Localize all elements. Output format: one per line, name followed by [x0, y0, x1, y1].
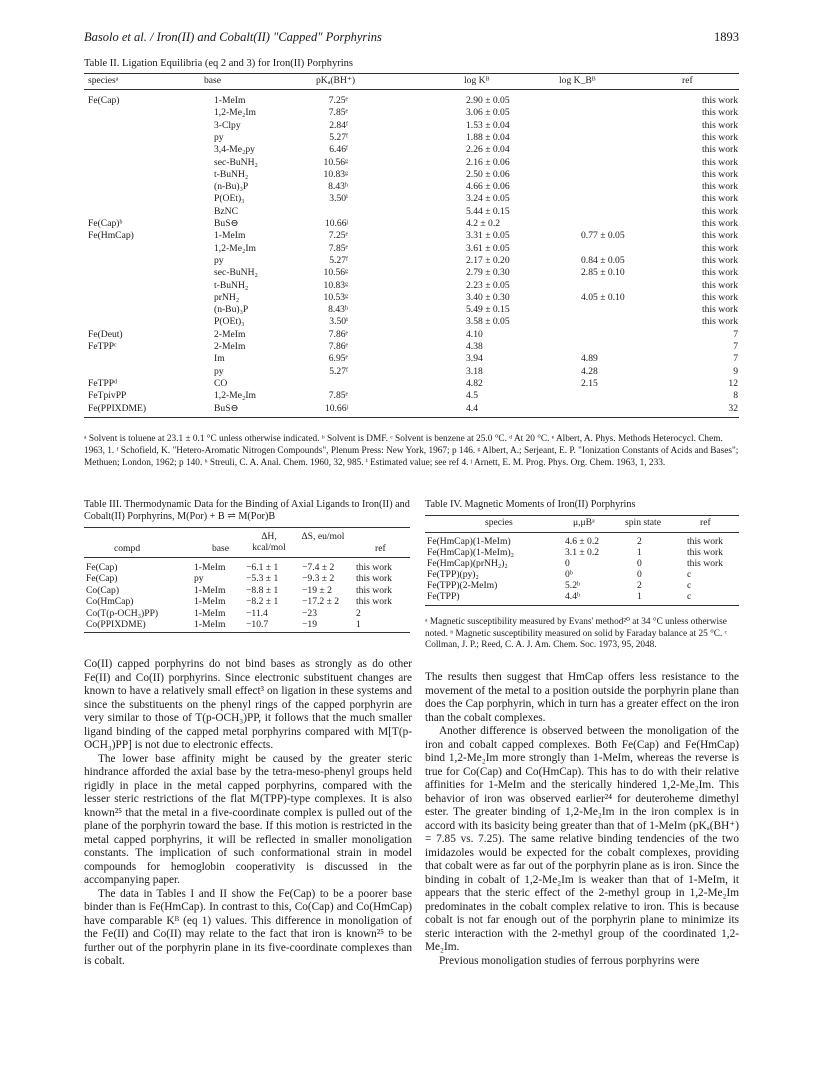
table-cell: 6.46ᶠ — [329, 144, 348, 156]
table-cell: 2 — [637, 536, 642, 547]
page-header — [84, 30, 739, 48]
table3 — [84, 527, 410, 645]
table-cell: BuS⊖ — [214, 402, 239, 414]
table-cell: BzNC — [214, 205, 238, 217]
table-cell: 3.94 — [466, 353, 483, 365]
table-cell: 0 — [565, 558, 570, 569]
table-cell: 1-MeIm — [214, 95, 246, 106]
table-cell: 7.85ᵉ — [328, 242, 348, 254]
table-cell: this work — [356, 596, 392, 608]
table-cell: −10.7 — [246, 619, 269, 630]
table-cell: 3.50ⁱ — [329, 316, 348, 328]
column-header: ref — [375, 543, 386, 554]
paragraph: The data in Tables I and II show the Fe(Cap) to be a poorer base binder than is Fe(HmCap). In contrast to this, Co(Cap) and Co(HmCap) have comparable Kᴮ (eq 1) values. This difference in monoligation of the Fe(II) and Co(II) may relate to the fact that iron is known²⁵ to be further out of the porphyrin plane in its five-coordinate complexes than is cobalt. — [84, 887, 412, 967]
table2-footnote: ᵃ Solvent is toluene at 23.1 ± 0.1 °C unless otherwise indicated. ᵇ Solvent is DMF. ᶜ Solvent is benzene at 25.0 °C. ᵈ At 20 °C. ᵉ Albert, A. Phys. Methods Heterocycl. Chem. 1963, 1. ᶠ Schofield, K. "Hetero-Aromatic Nitrogen Compounds", Plenum Press: New York, 1967; p 146. ᵍ Albert, A.; Serjeant, E. P. "Ionization Constants of Acids and Bases"; Methuen; London, 1962; p 140. ʰ Streuli, C. A. Anal. Chem. 1960, 32, 985. ⁱ Estimated value; see ref 4. ʲ Arnett, E. M. Prog. Phys. Org. Chem. 1963, 1, 233. — [84, 434, 739, 469]
table-cell: 5.27ᶠ — [329, 254, 348, 266]
column-header: base — [212, 543, 230, 554]
table-cell: P(OEt)₃ — [214, 316, 245, 328]
table-cell: 4.5 — [466, 390, 478, 402]
table-cell: 3.58 ± 0.05 — [466, 316, 510, 328]
table4-footnote: ᵃ Magnetic susceptibility measured by Evans' method²⁰ at 34 °C unless otherwise noted. ᵇ Magnetic susceptibility measured on solid by Faraday balance at 25 °C. ᶜ Collman, J. P.; Reed, C. A. J. Am. Chem. Soc. 1973, 95, 2048. — [425, 617, 728, 651]
table-cell: 2.23 ± 0.05 — [466, 279, 510, 291]
table-cell: 1 — [637, 547, 642, 558]
paragraph: The lower base affinity might be caused by the greater steric hindrance afforded the axial base by the tetra-meso-phenyl groups held rigidly in place in the metal capped porphyrins, compared with the lesser steric restrictions of the flat M(TPP)-type complexes. It is also known²⁵ that the metal in a five-coordinate complex is pulled out of the plane of the porphyrin toward the base. If this motion is restricted in the metal capped porphyrins, it will be reflected in smaller monoligation constants. The implication of such conformational strain in model compounds for hemoglobin cooperativity is discussed in the accompanying paper. — [84, 752, 412, 886]
paragraph: Co(II) capped porphyrins do not bind bases as strongly as do other Fe(II) and Co(II) porphyrins. Since electronic substituent changes are known to have a relatively small effect³ on ligation in these systems and since the substituents on the phenyl rings of the capped porphyrin are very similar to those of T(p-OCH₃)PP, it follows that the much smaller ligand binding of the capped metal porphyrins compared with M[T(p-OCH₃)PP] is not due to electronic effects. — [84, 658, 412, 751]
table-cell: this work — [702, 168, 738, 180]
column-header: pKₐ(BH⁺) — [316, 75, 356, 86]
table-cell: 3.31 ± 0.05 — [466, 230, 510, 242]
table-cell: 5.27ᶠ — [329, 365, 348, 377]
table-cell: 3.40 ± 0.30 — [466, 291, 510, 303]
table-cell: 2.50 ± 0.06 — [466, 168, 510, 180]
table3-caption: Table III. Thermodynamic Data for the Binding of Axial Ligands to Iron(II) and Cobalt(II) Porphyrins, M(Por) + B ⇌ M(Por)B — [84, 499, 410, 522]
table-cell: Fe(PPIXDME) — [88, 402, 147, 414]
table-cell: 7 — [733, 353, 738, 365]
table-cell: Co(Cap) — [86, 584, 120, 596]
column-header: log Kᴮ — [464, 75, 490, 86]
table-cell: 10.66ʲ — [324, 402, 348, 414]
table-cell: 2-MeIm — [214, 341, 246, 352]
table-cell: Fe(TPP) — [427, 591, 460, 602]
table-cell: 4.2 ± 0.2 — [466, 218, 501, 229]
table-cell: 8 — [733, 390, 738, 402]
table-cell: this work — [702, 144, 738, 156]
table-cell: py — [214, 254, 224, 266]
table-cell: Fe(HmCap) — [88, 230, 134, 242]
table-cell: 10.56ᵍ — [323, 156, 348, 168]
table-cell: 1-MeIm — [214, 230, 246, 242]
table-cell: 0.84 ± 0.05 — [581, 254, 625, 266]
table-cell: 3.1 ± 0.2 — [565, 547, 600, 558]
table-cell: 4.10 — [466, 328, 483, 340]
table-cell: 10.83ᵍ — [323, 168, 348, 180]
table-cell: this work — [702, 316, 738, 328]
paragraph: Previous monoligation studies of ferrous porphyrins were — [439, 954, 700, 967]
table-rule — [84, 557, 410, 558]
table-rule — [425, 515, 739, 516]
table-cell: 10.66ʲ — [324, 218, 348, 229]
table-cell: this work — [702, 242, 738, 254]
table-cell: this work — [702, 205, 738, 217]
table-cell: t-BuNH₂ — [214, 168, 249, 180]
table-rule — [84, 73, 739, 74]
table-rule — [84, 89, 739, 90]
column-header: species — [485, 517, 513, 528]
table-cell: 1 — [356, 619, 361, 630]
table-rule — [84, 527, 410, 528]
table-cell: this work — [687, 558, 723, 569]
table-cell: Fe(HmCap)(1-MeIm) — [427, 536, 511, 547]
column-header: speciesᵃ — [88, 75, 119, 86]
table-cell: 32 — [728, 402, 738, 414]
table-cell: −7.4 ± 2 — [302, 562, 335, 573]
table-cell: 7.86ᵉ — [328, 341, 348, 352]
table-cell: this work — [702, 107, 738, 119]
table-cell: FeTPPᵈ — [88, 377, 118, 389]
table-cell: this work — [702, 279, 738, 291]
table-cell: this work — [687, 547, 723, 558]
table-cell: 1-MeIm — [194, 607, 226, 619]
table-cell: 4.28 — [581, 365, 598, 377]
table-cell: 1,2-Me₂Im — [214, 107, 256, 119]
table-cell: py — [194, 573, 204, 585]
table-cell: 1.88 ± 0.04 — [466, 131, 510, 143]
column-header: μ,μBᵃ — [573, 517, 595, 528]
table-cell: 2 — [637, 580, 642, 591]
table-cell: 1-MeIm — [194, 596, 226, 608]
table-cell: 2.84ᶠ — [329, 119, 348, 131]
table-cell: 5.2ᵇ — [565, 580, 580, 591]
table-cell: −19 — [302, 619, 318, 630]
table-cell: Co(T(p-OCH₃)PP) — [86, 607, 159, 619]
table-cell: 1-MeIm — [194, 584, 226, 596]
table-cell: 3.24 ± 0.05 — [466, 193, 510, 205]
table-cell: 4.89 — [581, 353, 598, 365]
table-cell: 4.66 ± 0.06 — [466, 181, 510, 193]
table-cell: BuS⊖ — [214, 218, 239, 229]
table-cell: −8.8 ± 1 — [246, 584, 279, 596]
table-cell: 7 — [733, 328, 738, 340]
table-cell: 3.06 ± 0.05 — [466, 107, 510, 119]
table-cell: 7.25ᵉ — [328, 95, 348, 106]
table-cell: 7.86ᵉ — [328, 328, 348, 340]
table-cell: this work — [702, 193, 738, 205]
table-cell: 5.27ᶠ — [329, 131, 348, 143]
table-cell: 0 — [637, 558, 642, 569]
table-cell: 4.6 ± 0.2 — [565, 536, 600, 547]
table-cell: this work — [687, 536, 723, 547]
table-cell: 2 — [356, 607, 361, 619]
table-cell: 4.4 — [466, 402, 478, 414]
table-rule — [425, 605, 739, 606]
table-cell: Fe(Deut) — [88, 328, 123, 340]
table-cell: this work — [702, 304, 738, 316]
table-cell: −6.1 ± 1 — [246, 562, 279, 573]
table-cell: 1-MeIm — [194, 619, 226, 630]
column-header: spin state — [625, 517, 661, 528]
table-cell: 4.38 — [466, 341, 483, 352]
table-cell: 4.05 ± 0.10 — [581, 291, 625, 303]
table-cell: Fe(Cap) — [86, 562, 118, 573]
table-cell: 8.43ʰ — [328, 304, 348, 316]
table-cell: 7.85ᵉ — [328, 107, 348, 119]
table-cell: this work — [702, 267, 738, 279]
column-header: ref — [682, 75, 693, 86]
table-cell: 2.16 ± 0.06 — [466, 156, 510, 168]
table-cell: this work — [702, 119, 738, 131]
body-right-column — [425, 671, 739, 968]
table-cell: 7 — [733, 341, 738, 352]
table-cell: 2.26 ± 0.04 — [466, 144, 510, 156]
table-cell: Fe(HmCap)(prNH₂)₂ — [427, 558, 508, 569]
table-cell: this work — [702, 291, 738, 303]
table-cell: this work — [702, 181, 738, 193]
table-cell: Im — [214, 353, 225, 365]
table-cell: 3.50ⁱ — [329, 193, 348, 205]
paragraph: The results then suggest that HmCap offers less resistance to the movement of the metal to a position outside the porphyrin plane than does the Cap porphyrin, which in turn has a greater effect on the iron than the cobalt complexes. — [425, 671, 739, 724]
table4 — [425, 515, 739, 625]
table-cell: 2.79 ± 0.30 — [466, 267, 510, 279]
table-rule — [84, 417, 739, 418]
table-cell: −17.2 ± 2 — [302, 596, 340, 608]
table-cell: Fe(TPP)(2-MeIm) — [427, 580, 498, 591]
table-cell: Fe(Cap) — [88, 95, 120, 106]
column-header: ΔH, kcal/mol — [252, 531, 286, 554]
column-header: ΔS, eu/mol — [301, 531, 345, 542]
table-cell: c — [687, 580, 692, 591]
table-cell: 7.85ᵉ — [328, 390, 348, 402]
table-cell: FeTpivPP — [88, 390, 127, 402]
table-cell: 1-MeIm — [194, 562, 226, 573]
table-cell: Fe(TPP)(py)₂ — [427, 569, 479, 580]
table-cell: 2.85 ± 0.10 — [581, 267, 625, 279]
table-cell: c — [687, 591, 692, 602]
table-cell: −19 ± 2 — [302, 584, 332, 596]
column-header: base — [204, 75, 222, 86]
table-cell: 0 — [637, 569, 642, 580]
table-cell: 2-MeIm — [214, 328, 246, 340]
table-cell: 3.61 ± 0.05 — [466, 242, 510, 254]
table-cell: 1,2-Me₂Im — [214, 242, 256, 254]
table-cell: 12 — [728, 377, 738, 389]
table-cell: this work — [702, 95, 738, 106]
table-cell: Co(PPIXDME) — [86, 619, 146, 630]
table-cell: 5.44 ± 0.15 — [466, 205, 510, 217]
table2-caption: Table II. Ligation Equilibria (eq 2 and 3) for Iron(II) Porphyrins — [84, 58, 353, 69]
table-cell: 10.53ᵍ — [323, 291, 348, 303]
table-cell: this work — [702, 230, 738, 242]
table-cell: 4.4ᵇ — [565, 591, 580, 602]
table-cell: this work — [356, 562, 392, 573]
table-cell: sec-BuNH₂ — [214, 267, 258, 279]
table-cell: CO — [214, 377, 228, 389]
table-cell: 7.25ᵉ — [328, 230, 348, 242]
table-cell: Fe(HmCap)(1-MeIm)₂ — [427, 547, 514, 558]
table-cell: this work — [356, 584, 392, 596]
table-cell: this work — [702, 254, 738, 266]
table-cell: 3.18 — [466, 365, 483, 377]
table-cell: 10.56ᵍ — [323, 267, 348, 279]
table-cell: 0ᵇ — [565, 569, 573, 580]
table-cell: 4.82 — [466, 377, 483, 389]
table2 — [84, 73, 739, 428]
table-cell: c — [687, 569, 692, 580]
table-cell: 2.90 ± 0.05 — [466, 95, 510, 106]
column-header: log K_Bᴮ — [559, 75, 596, 86]
table-cell: prNH₂ — [214, 291, 240, 303]
page-number: 1893 — [714, 30, 739, 44]
table-cell: 2.17 ± 0.20 — [466, 254, 510, 266]
table-cell: −5.3 ± 1 — [246, 573, 279, 585]
table-cell: FeTPPᶜ — [88, 341, 117, 352]
table-cell: Fe(Cap) — [86, 573, 118, 585]
table-cell: −23 — [302, 607, 318, 619]
table-cell: t-BuNH₂ — [214, 279, 249, 291]
table-cell: P(OEt)₃ — [214, 193, 245, 205]
table-cell: Fe(Cap)ᵇ — [88, 218, 123, 229]
table-cell: this work — [702, 218, 738, 229]
table-cell: (n-Bu)₃P — [214, 304, 249, 316]
table-cell: 1 — [637, 591, 642, 602]
column-header: ref — [700, 517, 711, 528]
body-left-column — [84, 658, 412, 969]
table-cell: this work — [356, 573, 392, 585]
table-cell: this work — [702, 156, 738, 168]
table-cell: 10.83ᵍ — [323, 279, 348, 291]
table-cell: (n-Bu)₃P — [214, 181, 249, 193]
table-cell: 3-Clpy — [214, 119, 241, 131]
table-cell: 2.15 — [581, 377, 598, 389]
table-cell: this work — [702, 131, 738, 143]
table-cell: py — [214, 365, 224, 377]
table-cell: 6.95ᵉ — [328, 353, 348, 365]
table-cell: 3,4-Me₂py — [214, 144, 255, 156]
table-cell: 9 — [733, 365, 738, 377]
table-cell: 8.43ʰ — [328, 181, 348, 193]
table-cell: −11.4 — [246, 607, 268, 619]
running-title: Basolo et al. / Iron(II) and Cobalt(II) "Capped" Porphyrins — [84, 30, 382, 44]
table-cell: 5.49 ± 0.15 — [466, 304, 510, 316]
table-rule — [425, 532, 739, 533]
table-cell: py — [214, 131, 224, 143]
table-cell: −8.2 ± 1 — [246, 596, 279, 608]
paragraph: Another difference is observed between the monoligation of the iron and cobalt capped complexes. Both Fe(Cap) and Fe(HmCap) bind 1,2-Me₂Im more strongly than 1-MeIm, whereas the reverse is true for Co(Cap) and Co(HmCap). This has to do with their relative affinities for 1-MeIm and the sterically hindered 1,2-Me₂Im. This behavior of iron was observed earlier²⁴ for deuteroheme dimethyl ester. The greater binding of 1,2-Me₂Im in the iron complex is in accord with its basicity being greater than that of 1-MeIm (pKₐ(BH⁺) = 7.85 vs. 7.25). The same relative binding tendencies of the two imidazoles would be expected for the cobalt complexes, providing that cobalt were as far out of the porphyrin plane as is iron. Since the binding in cobalt of 1,2-Me₂Im is weaker than that of 1-MeIm, it appears that the steric effect of the 2-methyl group in 1,2-Me₂Im predominates in the cobalt complex relative to iron. This is because cobalt is not far enough out of the porphyrin plane to minimize its steric interaction with the 2-methyl group of the coordinated 1,2-Me₂Im. — [425, 725, 739, 953]
table-cell: 0.77 ± 0.05 — [581, 230, 625, 242]
table-rule — [84, 632, 410, 633]
table-cell: Co(HmCap) — [86, 596, 134, 608]
table-cell: sec-BuNH₂ — [214, 156, 258, 168]
column-header: compd — [114, 543, 141, 554]
table-cell: −9.3 ± 2 — [302, 573, 335, 585]
table-cell: 1.53 ± 0.04 — [466, 119, 510, 131]
table4-caption: Table IV. Magnetic Moments of Iron(II) Porphyrins — [425, 499, 636, 510]
table-cell: 1,2-Me₂Im — [214, 390, 256, 402]
